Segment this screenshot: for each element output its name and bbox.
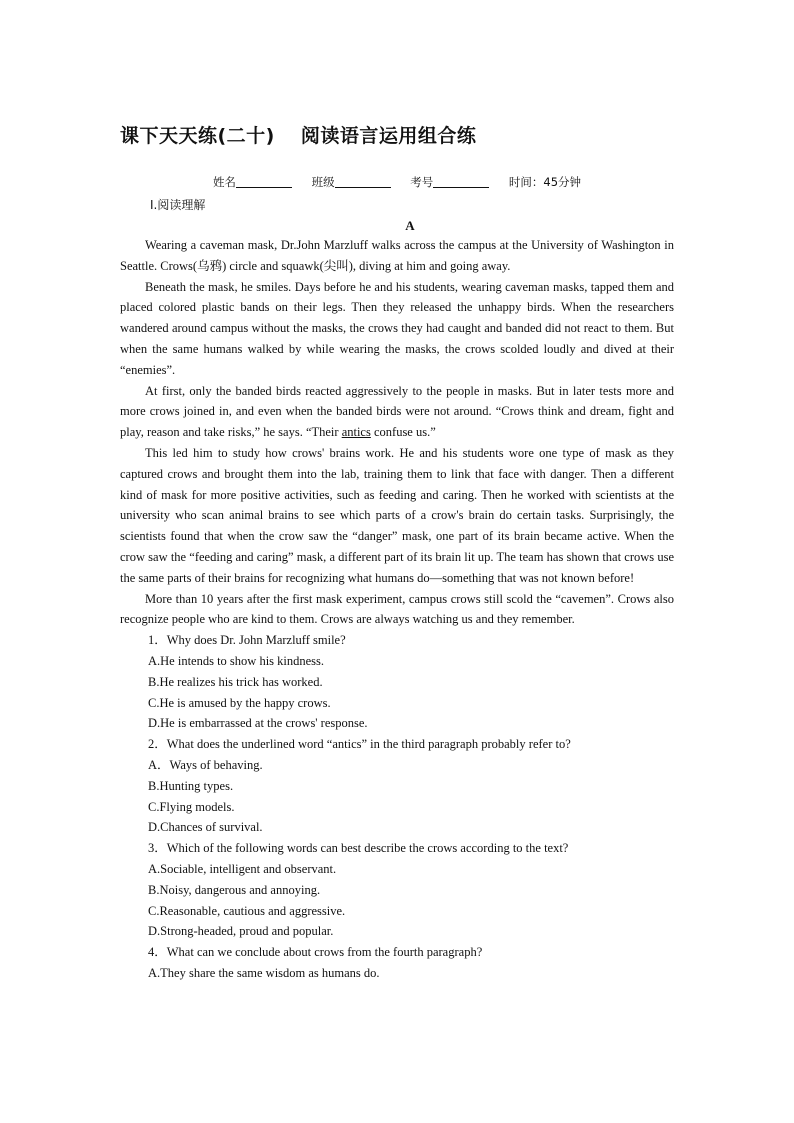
answer-option: A．Ways of behaving. xyxy=(148,757,263,772)
number-blank[interactable] xyxy=(433,175,489,188)
paragraph-2: Beneath the mask, he smiles. Days before he and his students, wearing caveman masks, tapped them and placed colored plastic bands on their legs. Then they released the unhappy birds. When the researchers wandered around campus without the masks, the crows they had caught and banded did not react to them. But when the same humans walked by while wearing the masks, the crows scolded loudly and dived at their “enemies”. xyxy=(120,279,674,377)
answer-option: C.Flying models. xyxy=(148,799,235,814)
answer-option: B.Hunting types. xyxy=(148,778,234,793)
answer-option: A.Sociable, intelligent and observant. xyxy=(148,861,337,876)
number-label: 考号 xyxy=(410,175,434,189)
answer-option: A.He intends to show his kindness. xyxy=(148,653,325,668)
answer-option: D.He is embarrassed at the crows' response. xyxy=(148,716,368,731)
question-stem: 4．What can we conclude about crows from the fourth paragraph? xyxy=(148,945,483,960)
answer-option: A.They share the same wisdom as humans do. xyxy=(148,965,380,980)
answer-option: D.Chances of survival. xyxy=(148,820,263,835)
paragraph-1: Wearing a caveman mask, Dr.John Marzluff walks across the campus at the University of Washington in Seattle. Crows(乌鸦) circle and squawk(尖叫), diving at him and going away. xyxy=(120,238,674,273)
name-blank[interactable] xyxy=(236,175,292,188)
section-heading: Ⅰ.阅读理解 xyxy=(150,198,206,212)
title-subject: 阅读语言运用组合练 xyxy=(300,125,477,147)
name-label: 姓名 xyxy=(212,175,236,189)
paragraph-3: At first, only the banded birds reacted aggressively to the people in masks. But in later tests more and more crows joined in, and even when the banded birds were not around. “Crows think and dream, fight and play, reason and take risks,” he says. “Their antics confuse us.” xyxy=(120,383,674,440)
student-info-line xyxy=(0,174,794,190)
passage-label: A xyxy=(405,218,415,233)
question-stem: 2．What does the underlined word “antics” in the third paragraph probably refer to? xyxy=(148,737,571,752)
page-title xyxy=(120,121,476,148)
paragraph-4: This led him to study how crows' brains work. He and his students wore one type of mask as they captured crows and brought them into the lab, training them to link that face with danger. Then a different kind of mask for more positive activities, such as feeding and caring. Then he worked with scientists at the university who scan animal brains to see which parts of a crow's brain do certain tasks. Surprisingly, the scientists found that when the crow saw the “danger” mask, one part of its brain became active. When the crow saw the “feeding and caring” mask, a different part of its brain lit up. The team has shown that crows use the same parts of their brains for recognizing what humans do—something that was not known before! xyxy=(120,445,674,585)
answer-option: C.Reasonable, cautious and aggressive. xyxy=(148,903,346,918)
paragraph-5: More than 10 years after the first mask experiment, campus crows still scold the “cavemen”. Crows also recognize people who are kind to them. Crows are always watching us and they remember. xyxy=(120,591,674,627)
answer-option: C.He is amused by the happy crows. xyxy=(148,695,331,710)
answer-option: B.He realizes his trick has worked. xyxy=(148,674,323,689)
title-series: 课下天天练(二十) xyxy=(120,125,275,147)
question-stem: 3．Which of the following words can best describe the crows according to the text? xyxy=(148,841,569,856)
time-label: 时间：45分钟 xyxy=(508,175,582,189)
answer-option: D.Strong-headed, proud and popular. xyxy=(148,924,334,939)
class-label: 班级 xyxy=(311,175,335,189)
underlined-word: antics xyxy=(341,425,371,440)
answer-option: B.Noisy, dangerous and annoying. xyxy=(148,882,321,897)
passage-body xyxy=(120,235,674,984)
class-blank[interactable] xyxy=(335,175,391,188)
question-stem: 1．Why does Dr. John Marzluff smile? xyxy=(148,633,346,648)
